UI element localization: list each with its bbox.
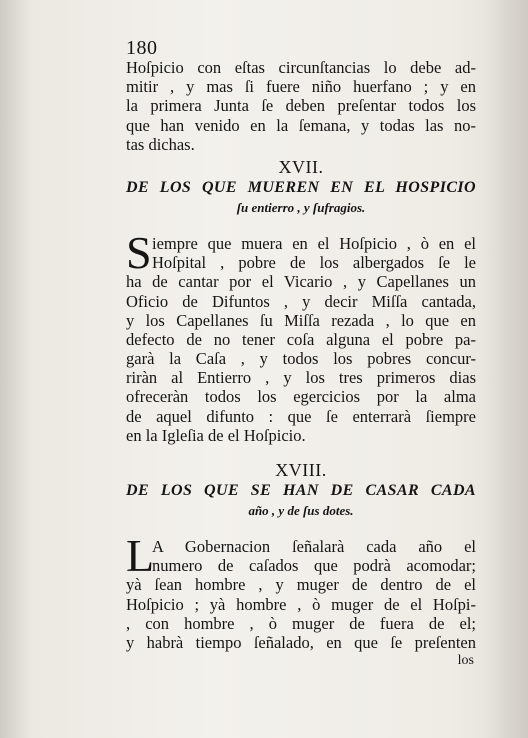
text-line: en la Igleſia de el Hoſpicio.: [126, 425, 306, 445]
catchword: los: [457, 653, 474, 669]
section-number-xviii: XVIII.: [275, 460, 327, 480]
drop-cap: L: [126, 530, 155, 581]
text-line: y habrà tiempo ſeñalado, en que ſe preſenten: [126, 632, 476, 652]
text-line: ha de cantar por el Vicario , y Capellanes un: [126, 272, 476, 292]
text-line: Hoſpicio con eſtas circunſtancias lo debe ad-: [126, 58, 476, 77]
page-number: 180: [126, 37, 158, 59]
text-line: la primera Junta ſe deben preſentar todos los: [126, 96, 476, 116]
text-line: mitir , y mas ſi fuere niño huerfano ; y en: [126, 77, 476, 97]
section-subheading-xviii: año , y de ſus dotes.: [248, 503, 354, 518]
page-text: [126, 38, 476, 670]
intro-paragraph: [126, 58, 476, 154]
text-line: Hoſpicio ; yà hombre , ò muger de el Hoſpi-: [126, 594, 476, 614]
text-line: y los Capellanes ſu Miſſa rezada , lo que en: [126, 310, 476, 330]
text-line: , con hombre , ò muger de fuera de el;: [126, 613, 476, 633]
section-heading-xvii: DE LOS QUE MUEREN EN EL HOSPICIO: [126, 178, 476, 196]
text-line: Oficio de Difuntos , y decir Miſſa cantada,: [126, 291, 476, 311]
text-line: riràn al Entierro , y los tres primeros dias: [126, 368, 476, 388]
drop-cap: S: [126, 226, 152, 278]
text-line: de aquel difunto : que ſe enterrarà ſiempre: [126, 406, 476, 426]
section-subheading-xvii: ſu entierro , y ſufragios.: [236, 199, 366, 215]
text-line: que han venido en la ſemana, y todas las no-: [126, 115, 476, 135]
text-line: garà la Caſa , y todos los pobres concur-: [126, 349, 476, 369]
text-line: defecto de no tener coſa alguna el pobre pa-: [126, 329, 476, 349]
page-shadow: [482, 0, 528, 738]
section-xviii-paragraph: [126, 530, 476, 652]
section-heading-xviii: DE LOS QUE SE HAN DE CASAR CADA: [126, 482, 476, 499]
text-line: Hoſpital , pobre de los albergados ſe le: [152, 253, 476, 273]
text-line: A Gobernacion ſeñalarà cada año el: [152, 537, 476, 556]
text-line: yà ſean hombre , y muger de dentro de el: [126, 575, 476, 595]
text-line: ofreceràn todos los egercicios por la alma: [126, 387, 476, 407]
spacer: [126, 445, 476, 457]
section-number-xvii: XVII.: [278, 156, 324, 177]
section-xvii-paragraph: [126, 226, 476, 445]
text-line: iempre que muera en el Hoſpicio , ò en el: [152, 233, 476, 253]
text-line: numero de caſados que podrà acomodar;: [152, 556, 476, 576]
text-line: tas dichas.: [126, 134, 195, 154]
